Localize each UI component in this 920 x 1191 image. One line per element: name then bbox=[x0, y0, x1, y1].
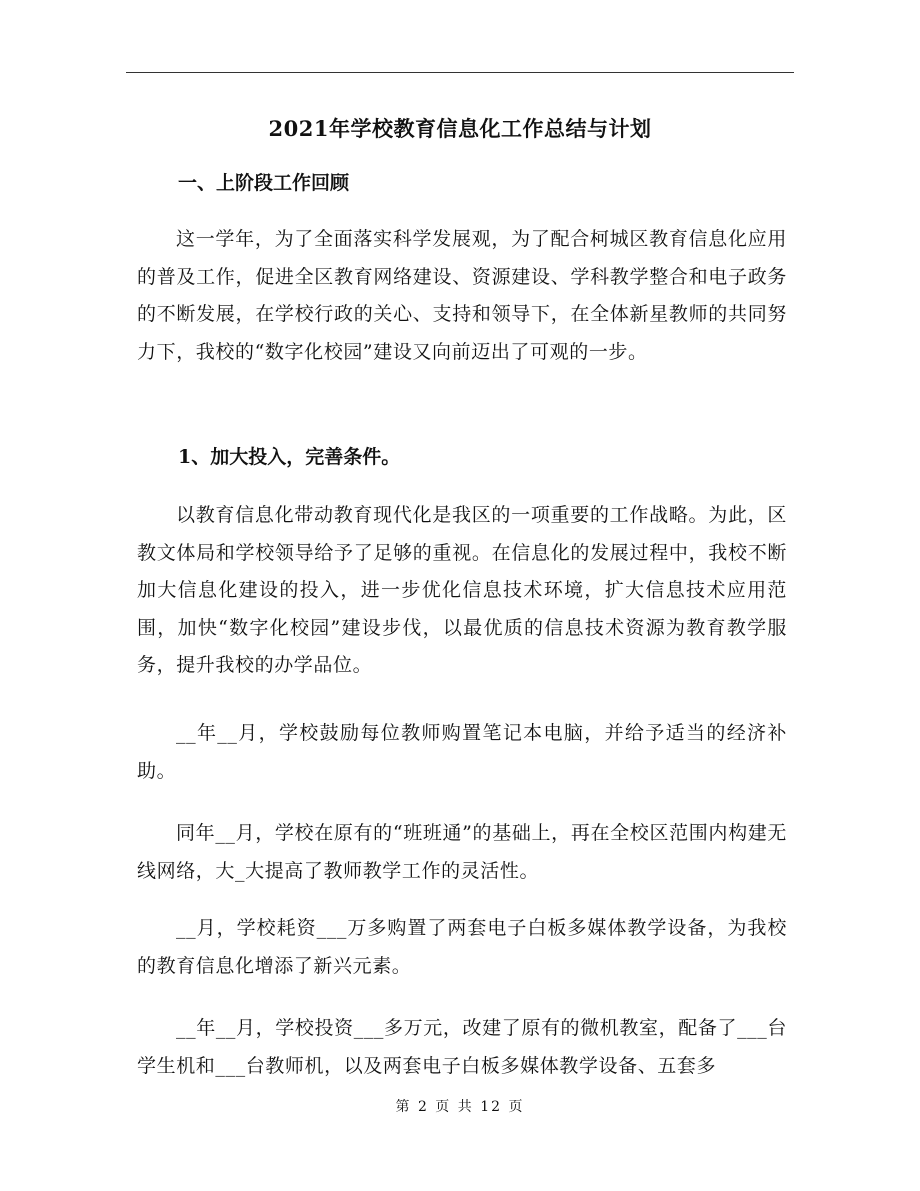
section-heading: 一、上阶段工作回顾 bbox=[178, 172, 350, 194]
paragraph-wireless: 同年__月，学校在原有的“班班通”的基础上，再在全校区范围内构建无线网络，大_大提高了教师教学工作的灵活性。 bbox=[137, 822, 787, 882]
paragraph-laptops: __年__月，学校鼓励每位教师购置笔记本电脑，并给予适当的经济补助。 bbox=[137, 722, 787, 782]
paragraph-review: 这一学年，为了全面落实科学发展观，为了配合柯城区教育信息化应用的普及工作，促进全区教育网络建设、资源建设、学科教学整合和电子政务的不断发展，在学校行政的关心、支持和领导下，在全体新星教师的共同努力下，我校的“数字化校园”建设又向前迈出了可观的一步。 bbox=[137, 228, 787, 363]
subheading-investment: 1、加大投入，完善条件。 bbox=[178, 446, 401, 468]
paragraph-whiteboards: __月，学校耗资___万多购置了两套电子白板多媒体教学设备，为我校的教育信息化增添了新兴元素。 bbox=[137, 917, 787, 977]
paragraph-computer-lab: __年__月，学校投资___多万元，改建了原有的微机教室，配备了___台学生机和___台教师机，以及两套电子白板多媒体教学设备、五套多 bbox=[137, 1017, 787, 1077]
header-rule bbox=[126, 72, 794, 73]
document-title: 2021年学校教育信息化工作总结与计划 bbox=[268, 116, 652, 141]
page-number: 第 2 页 共 12 页 bbox=[395, 1099, 525, 1115]
paragraph-strategy: 以教育信息化带动教育现代化是我区的一项重要的工作战略。为此，区教文体局和学校领导给予了足够的重视。在信息化的发展过程中，我校不断加大信息化建设的投入，进一步优化信息技术环境，扩大信息技术应用范围，加快“数字化校园”建设步伐，以最优质的信息技术资源为教育教学服务，提升我校的办学品位。 bbox=[137, 504, 787, 676]
